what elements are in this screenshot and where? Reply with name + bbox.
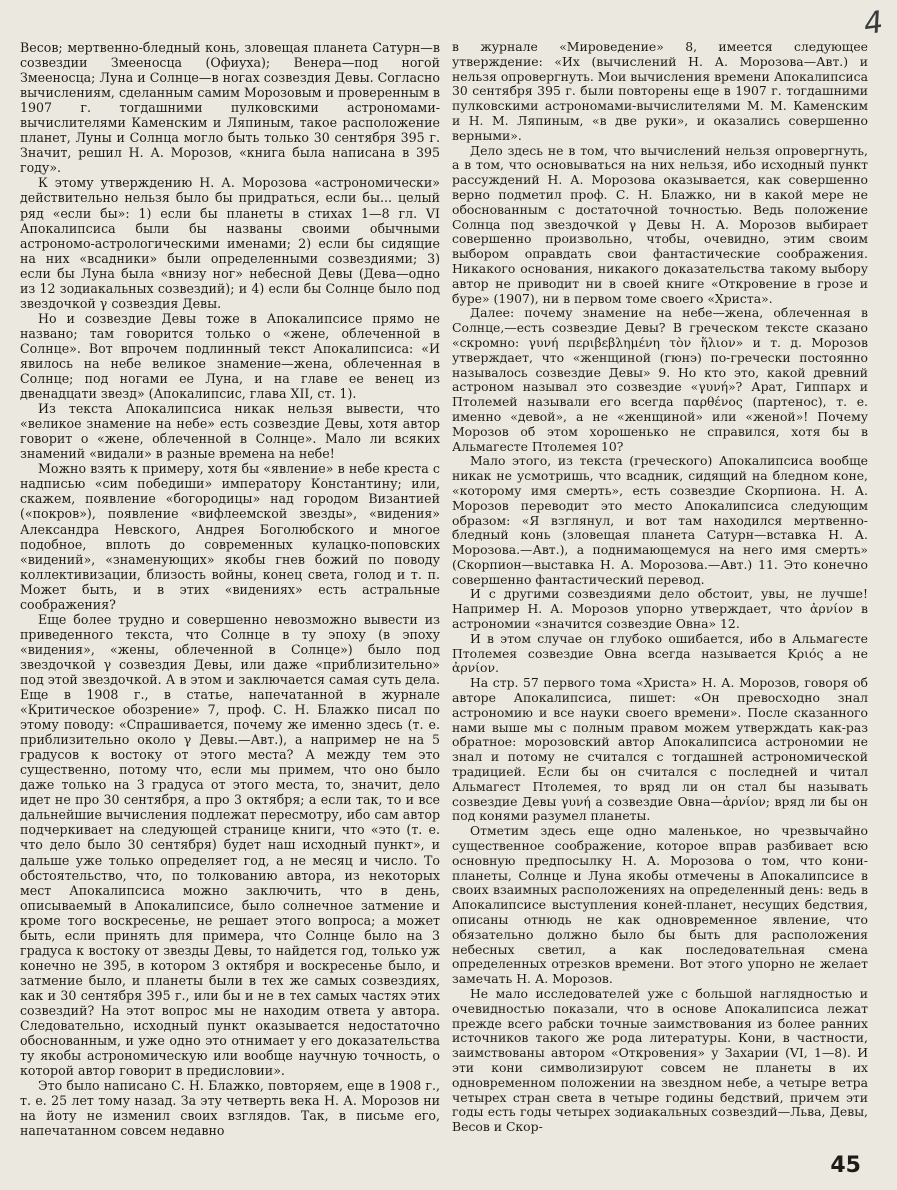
paragraph: в журнале «Мироведение» 8, имеется следующее утверждение: «Их (вычислений Н. А. Морозова—Авт.) и нельзя опровергнуть. Мои вычисления времени Апокалипсиса 30 сентября 395 г. были повторены еще в 1907 г. тогдашними пулковскими астрономами-вычислителями М. М. Каменским и Н. М. Ляпиным, «в две руки», и оказались совершенно верными». (452, 39, 868, 143)
paragraph: Это было написано С. Н. Блажко, повторяем, еще в 1908 г., т. е. 25 лет тому назад. За эту четверть века Н. А. Морозов ни на йоту не изменил своих взглядов. Так, в письме его, напечатанном совсем недавно (20, 1078, 440, 1139)
paragraph: На стр. 57 первого тома «Христа» Н. А. Морозов, говоря об авторе Апокалипсиса, пишет: «Он превосходно знал астрономию и все науки своего времени». После сказанного нами выше мы с полным правом можем утверждать как-раз обратное: морозовский автор Апокалипсиса астрономии не знал и потому не считался с тогдашней астрономической традицией. Если бы он считался с последней и читал Альмагест Птолемея, то вряд ли он стал бы называть созвездие Девы γυνή а созвездие Овна—ἀρνίον; вряд ли бы он под конями разумел планеты. (452, 675, 868, 824)
handwritten-page-mark: 4 (861, 4, 886, 43)
paragraph: Отметим здесь еще одно маленькое, но чрезвычайно существенное соображение, которое вправ разбивает всю основную предпосылку Н. А. Морозова о том, что кони-планеты, Солнце и Луна якобы отмечены в Апокалипсисе в своих взаимных расположениях на определенный день: ведь в Апокалипсисе выступления коней-планет, несущих бедствия, описаны отнюдь не как одновременное явление, что обязательно должно было бы быть для расположения небесных светил, а как последовательная смена определенных отрезков времени. Вот этого упорно не желает замечать Н. А. Морозов. (452, 823, 868, 987)
paragraph: Еще более трудно и совершенно невозможно вывести из приведенного текста, что Солнце в ту эпоху (в эпоху «видения», «жены, облеченной в Солнце») было под звездочкой γ созвездия Девы, или даже «приблизительно» под этой звездочкой. А в этом и заключается самая суть дела. Еще в 1908 г., в статье, напечатанной в журнале «Критическое обозрение» 7, проф. С. Н. Блажко писал по этому поводу: «Спрашивается, почему же именно здесь (т. е. приблизительно около γ Девы.—Авт.), а например не на 5 градусов к востоку от этого места? А между тем это существенно, потому что, если мы примем, что оно было даже только на 3 градуса от этого места, то, значит, дело идет не про 30 сентября, а про 3 октября; а если так, то и все дальнейшие вычисления подлежат пересмотру, ибо сам автор подчеркивает на следующей странице книги, что «это (т. е. что дело было 30 сентября) будет наш исходный пункт», и дальше уже только определяет год, а не месяц и число. То обстоятельство, что, по толкованию автора, из некоторых мест Апокалипсиса можно заключить, что в день, описываемый в Апокалипсисе, было солнечное затмение и кроме того воскресенье, не решает этого вопроса; а может быть, если принять для примера, что Солнце было на 3 градуса к востоку от звезды Девы, то найдется год, только уж конечно не 395, в котором 3 октября и воскресенье было, и затмение было, и планеты были в тех же самых созвездиях, как и 30 сентября 395 г., или бы и не в тех самых частях этих созвездий? На этот вопрос мы не находим ответа у автора. Следовательно, исходный пункт оказывается недостаточно обоснованным, и уже одно это отнимает у его доказательства ту якобы астрономическую или вообще научную точность, о которой автор говорит в предисловии». (20, 611, 440, 1079)
paragraph: Из текста Апокалипсиса никак нельзя вывести, что «великое знамение на небе» есть созвездие Девы, хотя автор говорит о «жене, облеченной в Солнце». Мало ли всяких знамений «видали» в разные времена на небе! (20, 401, 440, 462)
paragraph: Далее: почему знамение на небе—жена, облеченная в Солнце,—есть созвездие Девы? В греческом тексте сказано «скромно: γυνή περιβεβλημένη τὸν ἥλιον» и т. д. Морозов утверждает, что «женщиной (гюнэ) по-гречески постоянно называлось созвездие Девы» 9. Но кто это, какой древний астроном называл это созвездие «γυνή»? Арат, Гиппарх и Птолемей называли его всегда παρθένος (партенос), т. е. именно «девой», а не «женщиной» или «женой»! Почему Морозов об этом хорошенько не справился, хотя бы в Альмагесте Птолемея 10? (452, 305, 868, 454)
paragraph: Не мало исследователей уже с большой наглядностью и очевидностью показали, что в основе Апокалипсиса лежат прежде всего рабски точные заимствования из более ранних источников такого же рода литературы. Кони, в частности, заимствованы автором «Откровения» у Захарии (VI, 1—8). И эти кони символизируют совсем не планеты в их одновременном положении на звездном небе, а четыре ветра четырех стран света в четыре годины бедствий, причем эти годы есть годы четырех зодиакальных созвездий—Льва, Девы, Весов и Скор- (452, 986, 868, 1135)
paragraph: Мало этого, из текста (греческого) Апокалипсиса вообще никак не усмотришь, что всадник, сидящий на бледном коне, «которому имя смерть», есть созвездие Скорпиона. Н. А. Морозов переводит это место Апокалипсиса следующим образом: «Я взглянул, и вот там находился мертвенно-бледный конь (зловещая планета Сатурн—вставка Н. А. Морозова.—Авт.), а поднимающемуся на него имя смерть» (Скорпион—выставка Н. А. Морозова.—Авт.) 11. Это конечно совершенно фантастический перевод. (452, 453, 868, 587)
paragraph: И в этом случае он глубоко ошибается, ибо в Альмагесте Птолемея созвездие Овна всегда называется Κριός а не ἀρνίον. (452, 630, 868, 676)
left-column (20, 40, 440, 1138)
paragraph: Но и созвездие Девы тоже в Апокалипсисе прямо не названо; там говорится только о «жене, облеченной в Солнце». Вот впрочем подлинный текст Апокалипсиса: «И явилось на небе великое знамение—жена, облеченная в Солнце; под ногами ее Луна, и на главе ее венец из двенадцати звезд» (Апокалипсис, глава XII, ст. 1). (20, 310, 440, 402)
paragraph: Дело здесь не в том, что вычислений нельзя опровергнуть, а в том, что основываться на них нельзя, ибо исходный пункт рассуждений Н. А. Морозова оказывается, как совершенно верно подметил проф. С. Н. Блажко, ни в какой мере не обоснованным с достаточной точностью. Ведь положение Солнца под звездочкой γ Девы Н. А. Морозов выбирает совершенно произвольно, чтобы, очевидно, этим своим выбором оправдать свои фантастические соображения. Никакого основания, никакого доказательства такому выбору автор не приводит ни в своей книге «Откровение в грозе и буре» (1907), ни в первом томе своего «Христа». (452, 142, 868, 306)
page-number: 45 (830, 1153, 861, 1178)
paragraph: Можно взять к примеру, хотя бы «явление» в небе креста с надписью «сим победиши» императору Константину; или, скажем, появление «богородицы» над городом Византией («покров»), появление «вифлеемской звезды», «видения» Александра Невского, Андрея Боголюбского и многое подобное, вплоть до современных кулацко-поповских «видений», «знаменующих» якобы гнев божий по поводу коллективизации, близость войны, конец света, голод и т. п. Может быть, и в этих «видениях» есть астральные соображения? (20, 461, 440, 612)
paragraph: Весов; мертвенно-бледный конь, зловещая планета Сатурн—в созвездии Змееносца (Офиуха); Венера—под ногой Змееносца; Луна и Солнце—в ногах созвездия Девы. Согласно вычислениям, сделанным самим Морозовым и проверенным в 1907 г. тогдашними пулковскими астрономами-вычислителями Каменским и Ляпиным, такое расположение планет, Луны и Солнца могло быть только 30 сентября 395 г. Значит, решил Н. А. Морозов, «книга была написана в 395 году». (20, 40, 440, 176)
right-column (452, 40, 868, 1135)
paragraph: И с другими созвездиями дело обстоит, увы, не лучше! Например Н. А. Морозов упорно утверждает, что ἀρνίον в астрономии «значится созвездие Овна» 12. (452, 586, 868, 632)
paragraph: К этому утверждению Н. А. Морозова «астрономически» действительно нельзя было бы придраться, если бы... целый ряд «если бы»: 1) если бы планеты в стихах 1—8 гл. VI Апокалипсиса были бы названы своими обычными астрономо-астрологическими именами; 2) если бы сидящие на них «всадники» были определенными созвездиями; 3) если бы Луна была «внизу ног» небесной Девы (Дева—одно из 12 зодиакальных созвездий); и 4) если бы Солнце было под звездочкой γ созвездия Девы. (20, 175, 440, 311)
